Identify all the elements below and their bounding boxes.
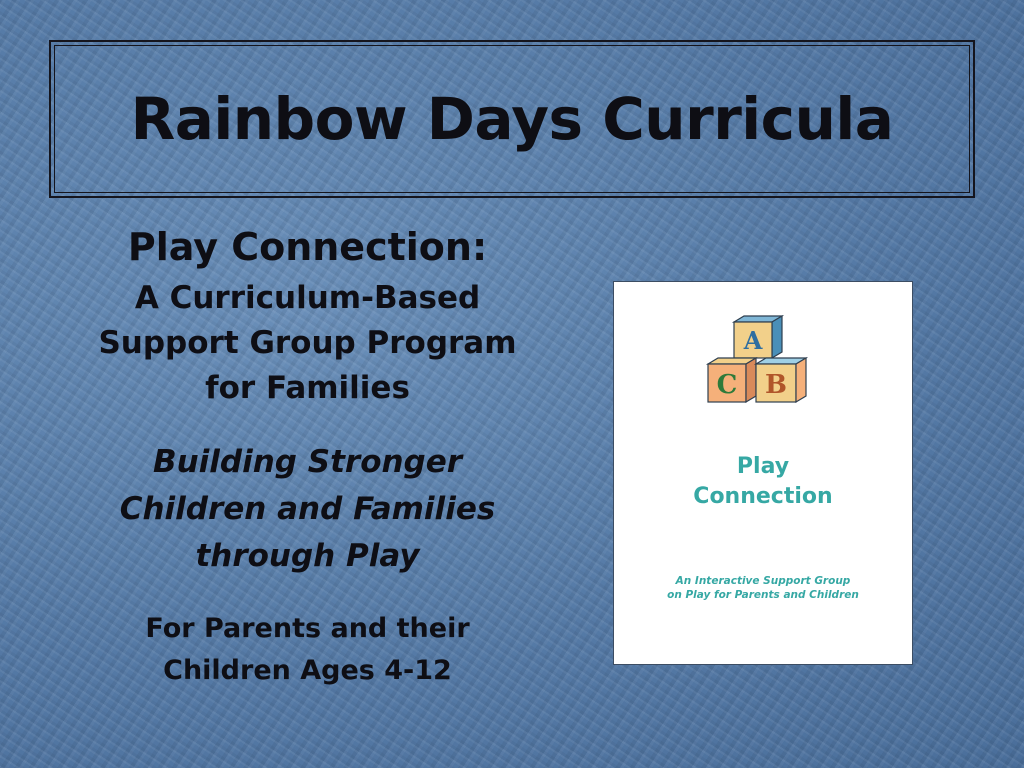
description-line: Support Group Program <box>98 325 517 361</box>
program-name: Play Connection: <box>127 225 488 269</box>
abc-blocks-icon <box>698 314 828 414</box>
svg-text:B: B <box>765 370 787 400</box>
audience-line: For Parents and their <box>145 613 470 644</box>
svg-text:C: C <box>716 370 738 400</box>
text-column <box>55 222 560 692</box>
slide-title: Rainbow Days Curricula <box>130 85 894 153</box>
description-line: for Families <box>205 370 410 406</box>
book-cover-image <box>613 281 913 665</box>
block-b <box>756 358 806 402</box>
book-subtitle <box>614 574 912 602</box>
book-subtitle-line: An Interactive Support Group <box>675 575 851 587</box>
book-subtitle-line: on Play for Parents and Children <box>667 589 859 601</box>
program-description <box>55 276 560 411</box>
tagline-line: Building Stronger <box>152 444 463 480</box>
book-title-line: Play <box>736 454 790 479</box>
audience-line: Children Ages 4-12 <box>163 655 452 686</box>
tagline <box>55 439 560 580</box>
tagline-line: Children and Families <box>119 491 496 527</box>
book-title-line: Connection <box>693 484 833 509</box>
description-line: A Curriculum-Based <box>134 280 481 316</box>
block-a <box>734 316 782 358</box>
block-c <box>708 358 756 402</box>
svg-text:A: A <box>743 326 763 355</box>
title-frame <box>49 40 975 198</box>
tagline-line: through Play <box>195 538 420 574</box>
audience <box>55 608 560 692</box>
title-frame-inner <box>54 45 970 193</box>
